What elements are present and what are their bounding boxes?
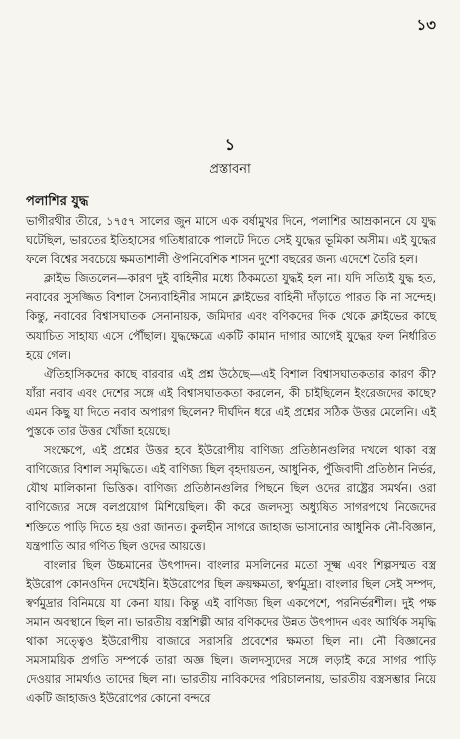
section-heading: পলাশির যুদ্ধ [26, 194, 89, 209]
body-text [26, 212, 436, 708]
paragraph: ভাগীরথীর তীরে, ১৭৫৭ সালের জুন মাসে এক বর্ষামুখর দিনে, পলাশির আম্রকাননে যে যুদ্ধ ঘটেছিল, ভারতের ইতিহাসের গতিধারাকে পালটে দিতে সেই যুদ্ধের ভূমিকা অসীম। এই যুদ্ধের ফলে বিশ্বের সবচেয়ে ক্ষমতাশালী ঔপনিবেশিক শাসন দুশো বছরের জন্য এদেশে তৈরি হল। [26, 214, 436, 267]
paragraph: ঐতিহাসিকদের কাছে বারবার এই প্রশ্ন উঠেছে—এই বিশাল বিশ্বাসঘাতকতার কারণ কী? যাঁরা নবাব এবং দেশের সঙ্গে এই বিশ্বাসঘাতকতা করলেন, কী চাইছিলেন ইংরেজদের কাছে? এমন কিছু যা দিতে নবাব অপারগ ছিলেন? দীর্ঘদিন ধরে এই প্রশ্নের সঠিক উত্তর মেলেনি। এই পুস্তকে তার উত্তর খোঁজা হয়েছে। [26, 366, 436, 439]
chapter-title: প্রস্তাবনা [209, 162, 251, 177]
paragraph: বাংলার ছিল উচ্চমানের উৎপাদন। বাংলার মসলিনের মতো সূক্ষ্ম এবং শিল্পসম্মত বস্ত্র ইউরোপ কোনওদিন দেখেইনি। ইউরোপের ছিল ক্রয়ক্ষমতা, স্বর্ণমুদ্রা। বাংলার ছিল সেই সম্পদ, স্বর্ণমুদ্রার বিনিময়ে যা কেনা যায়। কিন্তু এই বাণিজ্য ছিল একপেশে, পরনির্ভরশীল। দুই পক্ষ সমান অবস্থানে ছিল না। ভারতীয় বস্ত্রশিল্পী আর বণিকদের উন্নত উৎপাদন এবং আর্থিক সমৃদ্ধি থাকা সত্ত্বেও ইউরোপীয় বাজারে সরাসরি প্রবেশের ক্ষমতা ছিল না। নৌ বিজ্ঞানের সমসাময়িক প্রগতি সম্পর্কে তারা অজ্ঞ ছিল। জলদস্যুদের সঙ্গে লড়াই করে সাগর পাড়ি দেওয়ার সামর্থ্যও তাদের ছিল না। ভারতীয় নাবিকদের পরিচালনায়, ভারতীয় বস্ত্রসম্ভার নিয়ে একটি জাহাজও ইউরোপের কোনো বন্দরে [26, 557, 436, 706]
paragraph: ক্লাইভ জিতলেন—কারণ দুই বাহিনীর মধ্যে ঠিকমতো যুদ্ধই হল না। যদি সত্যিই যুদ্ধ হত, নবাবের সুসজ্জিত বিশাল সৈন্যবাহিনীর সামনে ক্লাইভের বাহিনী দাঁড়াতে পারত কি না সন্দেহ। কিন্তু, নবাবের বিশ্বাসঘাতক সেনানায়ক, জমিদার এবং বণিকদের দিক থেকে ক্লাইভের কাছে অযাচিত সাহায্য এসে পৌঁছাল। যুদ্ধক্ষেত্রে একটি কামান দাগার আগেই যুদ্ধের ফল নির্ধারিত হয়ে গেল। [26, 271, 436, 362]
page-number: ১৩ [416, 16, 436, 34]
chapter-number: ১ [224, 135, 236, 154]
paragraph: সংক্ষেপে, এই প্রশ্নের উত্তর হবে ইউরোপীয় বাণিজ্য প্রতিষ্ঠানগুলির দখলে থাকা বস্ত্র বাণিজ্যের বিশাল সমৃদ্ধিতে। এই বাণিজ্য ছিল বৃহদায়তন, আধুনিক, পুঁজিবাদী প্রতিষ্ঠান নির্ভর, যৌথ মালিকানা ভিত্তিক। বাণিজ্য প্রতিষ্ঠানগুলির পিছনে ছিল ওদের রাষ্ট্রের সমর্থন। ওরা বাণিজ্যের সঙ্গে বলপ্রয়োগ মিশিয়েছিল। কী করে জলদস্যু অধ্যুষিত সাগরপথে নিজেদের শক্তিতে পাড়ি দিতে হয় ওরা জানত। কুলহীন সাগরে জাহাজ ভাসানোর আধুনিক নৌ-বিজ্ঞান, যন্ত্রপাতি আর গণিত ছিল ওদের আয়ত্তে। [26, 443, 436, 553]
